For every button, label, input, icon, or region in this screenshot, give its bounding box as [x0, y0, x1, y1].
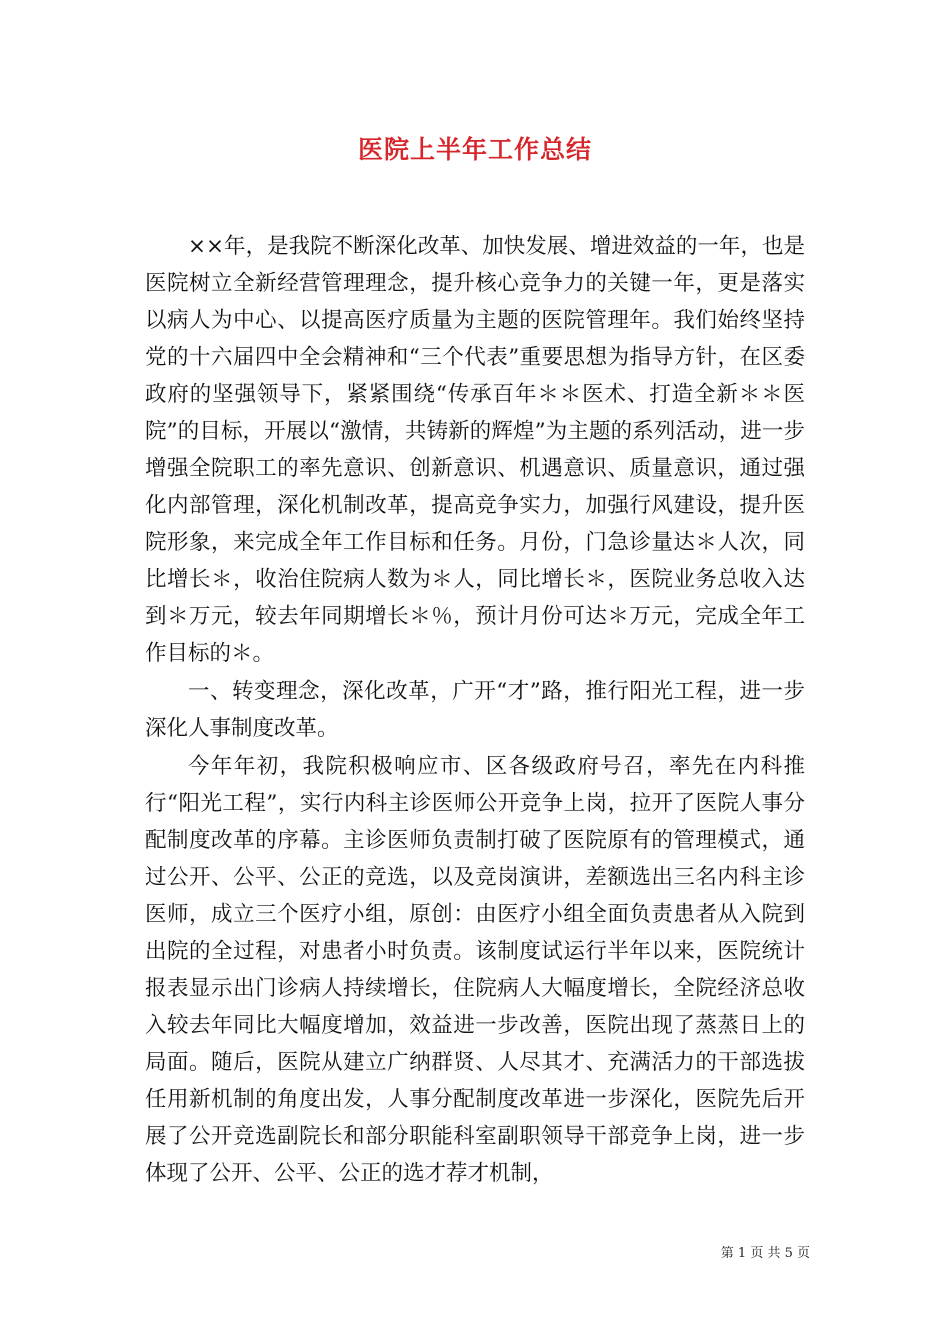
document-body	[145, 228, 805, 1192]
page-number-footer: 第 1 页 共 5 页	[720, 1246, 810, 1261]
paragraph-intro: ××年，是我院不断深化改革、加快发展、增进效益的一年，也是医院树立全新经营管理理念，提升核心竞争力的关键一年，更是落实以病人为中心、以提高医疗质量为主题的医院管理年。我们始终坚持党的十六届四中全会精神和“三个代表”重要思想为指导方针，在区委政府的坚强领导下，紧紧围绕“传承百年＊＊医术、打造全新＊＊医院”的目标，开展以“激情，共铸新的辉煌”为主题的系列活动，进一步增强全院职工的率先意识、创新意识、机遇意识、质量意识，通过强化内部管理，深化机制改革，提高竞争实力，加强行风建设，提升医院形象，来完成全年工作目标和任务。月份，门急诊量达＊人次，同比增长＊，收治住院病人数为＊人，同比增长＊，医院业务总收入达到＊万元，较去年同期增长＊％，预计月份可达＊万元，完成全年工作目标的＊。	[145, 234, 805, 666]
paragraph-section-heading: 一、转变理念，深化改革，广开“才”路，推行阳光工程，进一步深化人事制度改革。	[145, 679, 805, 741]
document-title: 医院上半年工作总结	[357, 135, 592, 164]
paragraph-reform: 今年年初，我院积极响应市、区各级政府号召，率先在内科推行“阳光工程”，实行内科主诊医师公开竞争上岗，拉开了医院人事分配制度改革的序幕。主诊医师负责制打破了医院原有的管理模式，通过公开、公平、公正的竞选，以及竞岗演讲，差额选出三名内科主诊医师，成立三个医疗小组，原创：由医疗小组全面负责患者从入院到出院的全过程，对患者小时负责。该制度试运行半年以来，医院统计报表显示出门诊病人持续增长，住院病人大幅度增长，全院经济总收入较去年同比大幅度增加，效益进一步改善，医院出现了蒸蒸日上的局面。随后，医院从建立广纳群贤、人尽其才、充满活力的干部选拔任用新机制的角度出发，人事分配制度改革进一步深化，医院先后开展了公开竞选副院长和部分职能科室副职领导干部竞争上岗，进一步体现了公开、公平、公正的选才荐才机制，	[145, 754, 805, 1186]
